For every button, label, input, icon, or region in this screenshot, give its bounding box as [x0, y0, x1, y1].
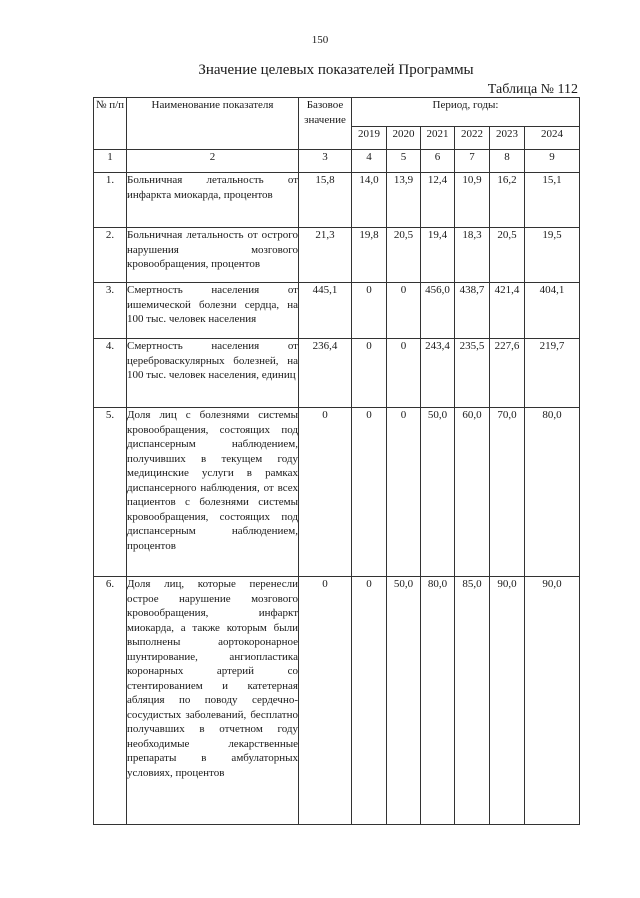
year-value: 10,9	[455, 173, 490, 228]
header-year: 2024	[525, 127, 580, 150]
header-year: 2019	[352, 127, 387, 150]
year-value: 16,2	[490, 173, 525, 228]
year-value: 20,5	[490, 228, 525, 283]
header-year: 2022	[455, 127, 490, 150]
column-number: 8	[490, 150, 525, 173]
column-number: 9	[525, 150, 580, 173]
year-value: 438,7	[455, 283, 490, 339]
row-number: 2.	[94, 228, 127, 283]
table-row	[94, 339, 580, 408]
row-number: 1.	[94, 173, 127, 228]
year-value: 20,5	[387, 228, 421, 283]
base-value: 0	[299, 577, 352, 825]
row-number: 6.	[94, 577, 127, 825]
year-value: 0	[387, 339, 421, 408]
year-value: 0	[352, 577, 387, 825]
year-value: 12,4	[421, 173, 455, 228]
column-number: 7	[455, 150, 490, 173]
header-period: Период, годы:	[352, 98, 580, 127]
table-row	[94, 408, 580, 577]
column-number: 1	[94, 150, 127, 173]
header-num: № п/п	[94, 98, 127, 150]
year-value: 19,4	[421, 228, 455, 283]
base-value: 0	[299, 408, 352, 577]
row-number: 4.	[94, 339, 127, 408]
year-value: 19,8	[352, 228, 387, 283]
header-year: 2023	[490, 127, 525, 150]
year-value: 227,6	[490, 339, 525, 408]
base-value: 15,8	[299, 173, 352, 228]
column-number: 6	[421, 150, 455, 173]
base-value: 445,1	[299, 283, 352, 339]
year-value: 80,0	[421, 577, 455, 825]
header-year: 2020	[387, 127, 421, 150]
column-numbers-row	[94, 150, 580, 173]
year-value: 90,0	[490, 577, 525, 825]
year-value: 0	[387, 283, 421, 339]
indicator-name: Смертность населения от цереброваскулярных болезней, на 100 тыс. человек населения, единиц	[127, 339, 299, 408]
base-value: 21,3	[299, 228, 352, 283]
header-year: 2021	[421, 127, 455, 150]
year-value: 0	[352, 283, 387, 339]
row-number: 5.	[94, 408, 127, 577]
year-value: 219,7	[525, 339, 580, 408]
indicator-name: Больничная летальность от инфаркта миокарда, процентов	[127, 173, 299, 228]
year-value: 15,1	[525, 173, 580, 228]
indicator-name: Больничная летальность от острого нарушения мозгового кровообращения, процентов	[127, 228, 299, 283]
column-number: 2	[127, 150, 299, 173]
table-row	[94, 173, 580, 228]
table-label: Таблица № 112	[487, 82, 578, 97]
indicators-table	[93, 97, 580, 825]
header-name: Наименование показателя	[127, 98, 299, 150]
year-value: 14,0	[352, 173, 387, 228]
year-value: 456,0	[421, 283, 455, 339]
year-value: 60,0	[455, 408, 490, 577]
header-base: Базовое значение	[299, 98, 352, 150]
year-value: 85,0	[455, 577, 490, 825]
year-value: 243,4	[421, 339, 455, 408]
year-value: 18,3	[455, 228, 490, 283]
year-value: 421,4	[490, 283, 525, 339]
year-value: 90,0	[525, 577, 580, 825]
column-number: 3	[299, 150, 352, 173]
base-value: 236,4	[299, 339, 352, 408]
page-number: 150	[311, 34, 329, 46]
indicator-name: Доля лиц с болезнями системы кровообращения, состоящих под диспансерным наблюдением, получивших в текущем году медицинские услуги в рамках диспансерного наблюдения, от всех пациентов с болезнями системы кровообращения, состоящих под диспансерным наблюдением, процентов	[127, 408, 299, 577]
year-value: 13,9	[387, 173, 421, 228]
table-row	[94, 577, 580, 825]
year-value: 50,0	[421, 408, 455, 577]
year-value: 70,0	[490, 408, 525, 577]
row-number: 3.	[94, 283, 127, 339]
year-value: 404,1	[525, 283, 580, 339]
year-value: 19,5	[525, 228, 580, 283]
year-value: 50,0	[387, 577, 421, 825]
document-title: Значение целевых показателей Программы	[198, 62, 474, 78]
year-value: 80,0	[525, 408, 580, 577]
indicator-name: Смертность населения от ишемической болезни сердца, на 100 тыс. человек населения	[127, 283, 299, 339]
table-row	[94, 283, 580, 339]
indicator-name: Доля лиц, которые перенесли острое нарушение мозгового кровообращения, инфаркт миокарда, а также которым были выполнены аортокоронарное шунтирование, ангиопластика коронарных артерий со стентированием и катетерная абляция по поводу сердечно-сосудистых заболеваний, бесплатно получавших в отчетном году необходимые лекарственные препараты в амбулаторных условиях, процентов	[127, 577, 299, 825]
year-value: 0	[352, 339, 387, 408]
year-value: 235,5	[455, 339, 490, 408]
year-value: 0	[352, 408, 387, 577]
year-value: 0	[387, 408, 421, 577]
column-number: 4	[352, 150, 387, 173]
column-number: 5	[387, 150, 421, 173]
table-row	[94, 228, 580, 283]
